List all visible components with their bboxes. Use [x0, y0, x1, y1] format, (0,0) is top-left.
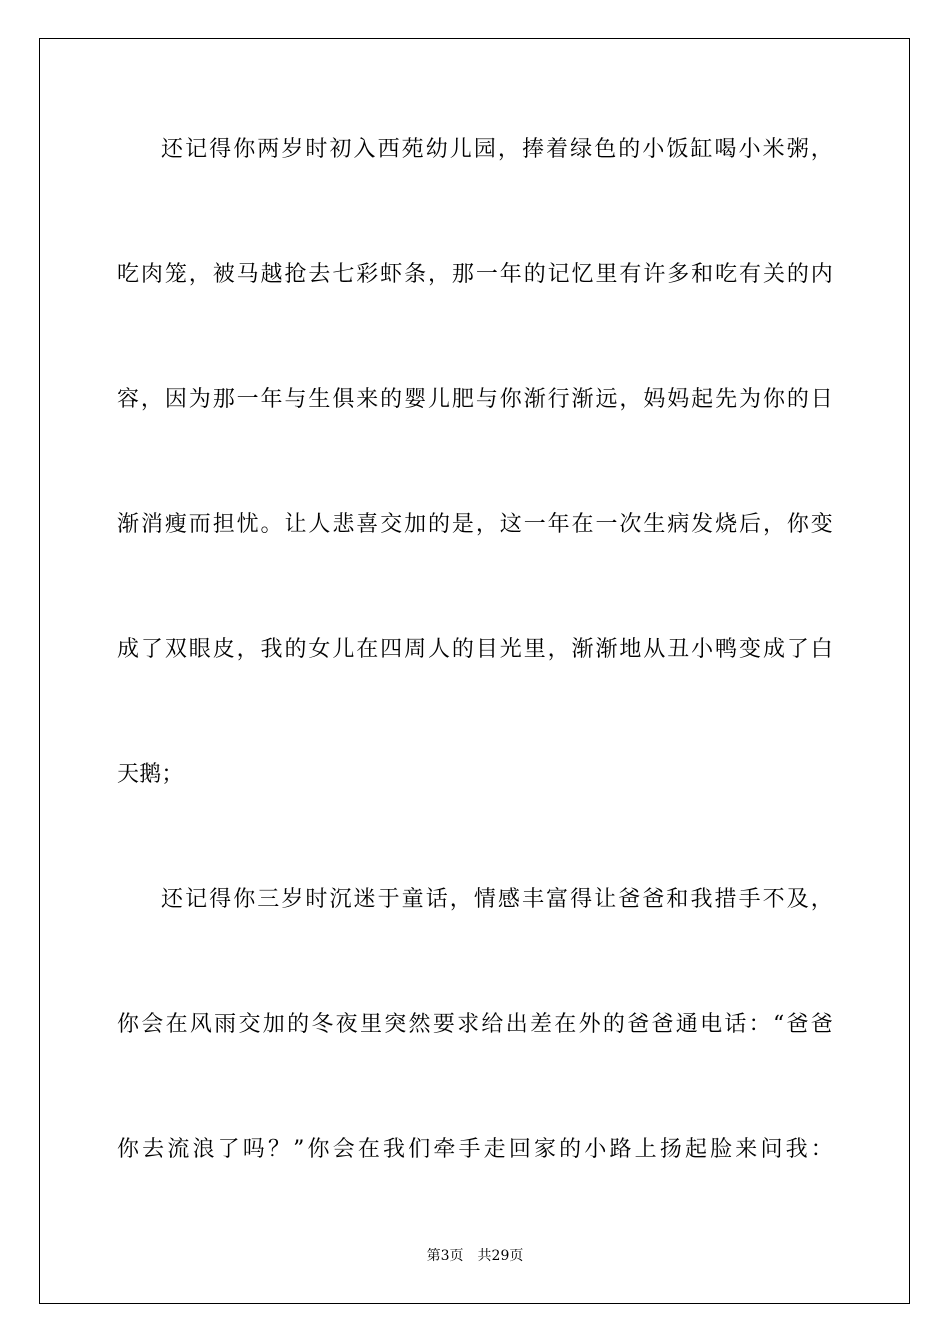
paragraph-line-5: 成了双眼皮，我的女儿在四周人的目光里，渐渐地从丑小鸭变成了白 — [117, 637, 833, 662]
paragraph-line-1: 还记得你两岁时初入西苑幼儿园，捧着绿色的小饭缸喝小米粥， — [161, 137, 833, 162]
paragraph-line-7: 还记得你三岁时沉迷于童话，情感丰富得让爸爸和我措手不及， — [161, 887, 833, 912]
paragraph-line-3: 容，因为那一年与生俱来的婴儿肥与你渐行渐远，妈妈起先为你的日 — [117, 387, 833, 412]
page-border — [39, 38, 910, 1304]
paragraph-line-4: 渐消瘦而担忧。让人悲喜交加的是，这一年在一次生病发烧后，你变 — [117, 512, 833, 537]
paragraph-line-9: 你去流浪了吗？”你会在我们牵手走回家的小路上扬起脸来问我： — [117, 1137, 833, 1162]
total-pages: 共29页 — [477, 1248, 524, 1264]
page-number: 第3页 — [426, 1248, 464, 1264]
paragraph-line-8: 你会在风雨交加的冬夜里突然要求给出差在外的爸爸通电话：“爸爸 — [117, 1012, 833, 1037]
page-footer — [0, 1246, 950, 1266]
paragraph-line-2: 吃肉笼，被马越抢去七彩虾条，那一年的记忆里有许多和吃有关的内 — [117, 262, 833, 287]
paragraph-line-6: 天鹅； — [117, 762, 184, 787]
